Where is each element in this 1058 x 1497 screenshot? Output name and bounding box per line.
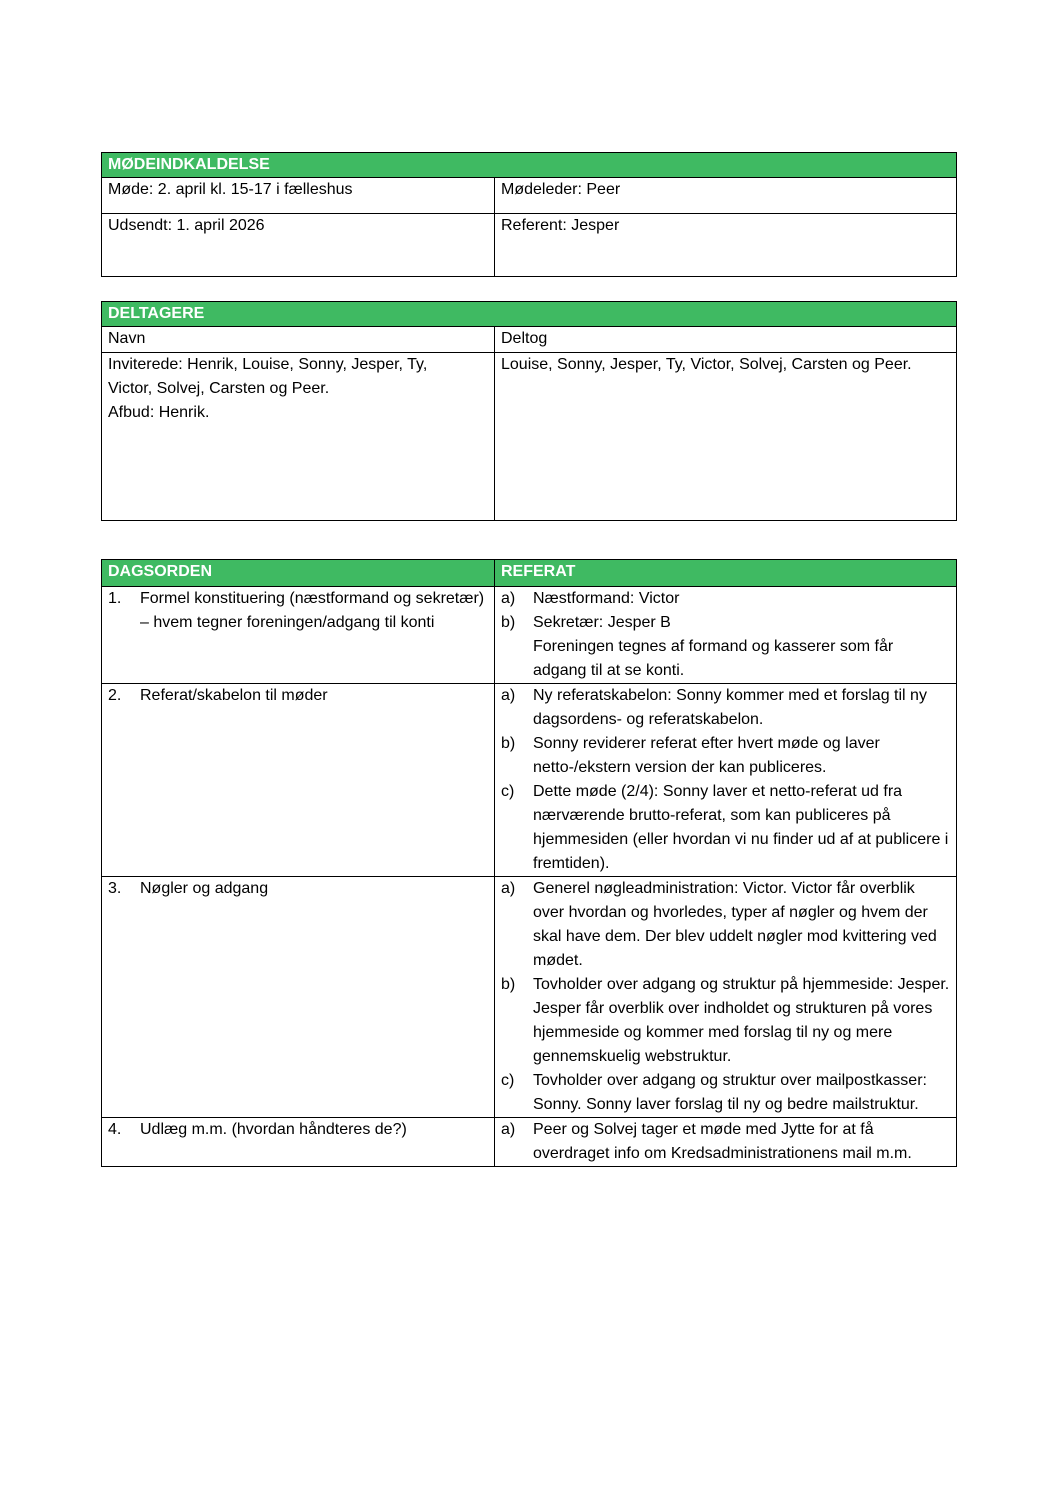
agenda-item — [102, 1118, 495, 1167]
agenda-item — [102, 877, 495, 1118]
note-label: a) — [501, 1121, 516, 1138]
agenda-number: 3. — [108, 880, 122, 897]
note-text: Tovholder over adgang og struktur på hjemmeside: Jesper. Jesper får overblik over indholdet og strukturen på vores hjemmeside og kommer med forslag til ny og mere gennemskuelig webstruktur. — [533, 976, 950, 1065]
agenda-text: Formel konstituering (næstformand og sekretær) – hvem tegner foreningen/adgang til konti — [140, 590, 485, 631]
participants-table — [101, 301, 957, 521]
note-text: Dette møde (2/4): Sonny laver et netto-referat ud fra nærværende brutto-referat, som kan publiceres på hjemmesiden (eller hvordan vi nu finder ud af at publicere i fremtiden). — [533, 783, 949, 872]
note-text: Sekretær: Jesper B — [533, 614, 671, 631]
meeting-header: MØDEINDKALDELSE — [102, 153, 957, 178]
attended-cell: Louise, Sonny, Jesper, Ty, Victor, Solvej, Carsten og Peer. — [495, 353, 957, 521]
note-label: c) — [501, 1072, 515, 1089]
agenda-number: 2. — [108, 687, 122, 704]
minutes-cell — [495, 587, 957, 684]
agenda-text: Udlæg m.m. (hvordan håndteres de?) — [140, 1121, 407, 1138]
col-attended-header: Deltog — [495, 327, 957, 353]
sent-date: Udsendt: 1. april 2026 — [102, 214, 495, 277]
note-text: Peer og Solvej tager et møde med Jytte for at få overdraget info om Kredsadministrationens mail m.m. — [533, 1121, 912, 1162]
agenda-header: DAGSORDEN — [102, 560, 495, 587]
note-text: Generel nøgleadministration: Victor. Victor får overblik over hvordan og hvorledes, typer af nøgler og hvem der skal have dem. Der blev uddelt nøgler mod kvittering ved mødet. — [533, 880, 937, 969]
agenda-table — [101, 559, 957, 1167]
note-text: Næstformand: Victor — [533, 590, 680, 607]
participants-header: DELTAGERE — [102, 302, 957, 327]
minutes-header: REFERAT — [495, 560, 957, 587]
invited-line: Victor, Solvej, Carsten og Peer. — [108, 380, 330, 397]
note-label: a) — [501, 590, 516, 607]
meeting-info: Møde: 2. april kl. 15-17 i fælleshus — [102, 178, 495, 214]
minutes-cell — [495, 684, 957, 877]
agenda-number: 4. — [108, 1121, 122, 1138]
meeting-leader: Mødeleder: Peer — [495, 178, 957, 214]
note-label: b) — [501, 976, 516, 993]
invited-line: Inviterede: Henrik, Louise, Sonny, Jesper, Ty, — [108, 356, 428, 373]
meeting-table — [101, 152, 957, 277]
note-label: b) — [501, 735, 516, 752]
note-label: b) — [501, 614, 516, 631]
agenda-row — [102, 587, 957, 684]
note-text: Sonny reviderer referat efter hvert møde og laver netto-/ekstern version der kan publiceres. — [533, 735, 880, 776]
agenda-text: Nøgler og adgang — [140, 880, 269, 897]
minutes-cell — [495, 1118, 957, 1167]
agenda-item — [102, 684, 495, 877]
agenda-item — [102, 587, 495, 684]
agenda-row — [102, 1118, 957, 1167]
col-name-header: Navn — [102, 327, 495, 353]
note-label: a) — [501, 687, 516, 704]
note-label: c) — [501, 783, 515, 800]
note-continuation: Foreningen tegnes af formand og kasserer som får adgang til at se konti. — [533, 638, 894, 679]
agenda-number: 1. — [108, 590, 122, 607]
agenda-text: Referat/skabelon til møder — [140, 687, 328, 704]
note-text: Ny referatskabelon: Sonny kommer med et forslag til ny dagsordens- og referatskabelon. — [533, 687, 927, 728]
agenda-row — [102, 684, 957, 877]
absent-line: Afbud: Henrik. — [108, 404, 210, 421]
invited-cell — [102, 353, 495, 521]
agenda-row — [102, 877, 957, 1118]
note-label: a) — [501, 880, 516, 897]
referent: Referent: Jesper — [495, 214, 957, 277]
note-text: Tovholder over adgang og struktur over mailpostkasser: Sonny. Sonny laver forslag til ny og bedre mailstruktur. — [533, 1072, 927, 1113]
minutes-cell — [495, 877, 957, 1118]
